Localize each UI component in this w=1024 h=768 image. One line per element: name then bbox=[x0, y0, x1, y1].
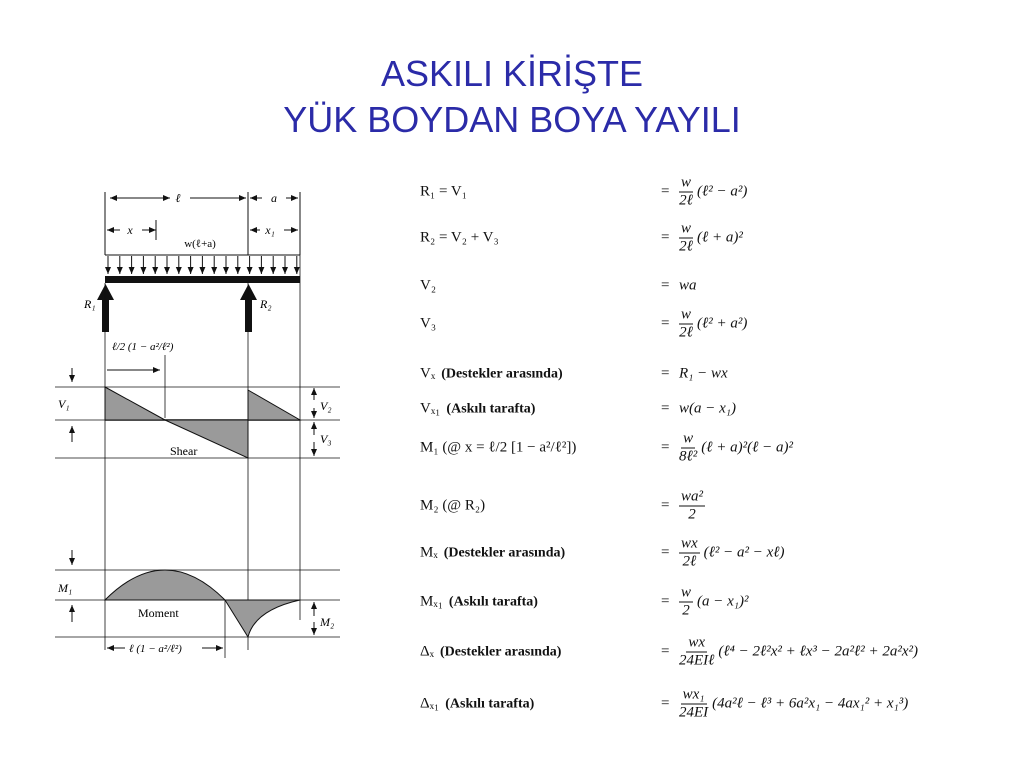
formula-rhs-expression: wa bbox=[679, 277, 697, 294]
equals-sign: = bbox=[661, 183, 670, 200]
formula-row bbox=[405, 632, 1015, 672]
formula-rhs-expression: (a − x₁)² bbox=[697, 593, 749, 610]
fraction bbox=[679, 307, 693, 342]
fraction-denominator: 2ℓ bbox=[682, 553, 697, 570]
fraction bbox=[679, 221, 693, 256]
v3-label: V₃ bbox=[320, 432, 332, 446]
fraction-numerator: w bbox=[681, 306, 692, 323]
fraction-numerator: w bbox=[681, 220, 692, 237]
formula-rhs-expression: (ℓ⁴ − 2ℓ²x² + ℓx³ − 2a²ℓ² + 2a²x²) bbox=[718, 643, 919, 660]
formula-note: (Destekler arasında) bbox=[440, 644, 562, 660]
formula-list bbox=[405, 170, 1015, 730]
formula-row bbox=[405, 218, 1015, 258]
formula-rhs-expression: (ℓ + a)²(ℓ − a)² bbox=[701, 439, 793, 456]
fraction-denominator: 2 bbox=[682, 602, 690, 619]
formula-rhs bbox=[679, 489, 709, 524]
formula-rhs-expression: R₁ − wx bbox=[679, 365, 728, 382]
beam bbox=[105, 276, 300, 283]
formula-note: (Askılı tarafta) bbox=[446, 401, 536, 417]
equals-sign: = bbox=[661, 643, 670, 660]
formula-rhs bbox=[679, 366, 728, 383]
formula-rhs bbox=[679, 536, 785, 571]
fraction-denominator: 2ℓ bbox=[679, 238, 693, 255]
fraction bbox=[679, 489, 705, 524]
formula-rhs bbox=[679, 401, 736, 418]
formula-row bbox=[405, 354, 1015, 394]
fraction-numerator: wx bbox=[681, 535, 698, 552]
formula-rhs bbox=[679, 635, 918, 670]
fraction-denominator: 2ℓ bbox=[679, 192, 693, 209]
formula-row bbox=[405, 533, 1015, 573]
fraction bbox=[679, 585, 693, 620]
support-reaction-R1 bbox=[97, 284, 114, 332]
v2-label: V₂ bbox=[320, 399, 332, 413]
formula-rhs-expression: w(a − x₁) bbox=[679, 400, 736, 417]
formula-rhs-expression: (ℓ + a)² bbox=[697, 229, 743, 246]
formula-lhs: M₁ (@ x = ℓ/2 [1 − a²/ℓ²]) bbox=[420, 439, 577, 456]
formula-rhs bbox=[679, 221, 743, 256]
formula-row bbox=[405, 304, 1015, 344]
r2-label: R₂ bbox=[260, 297, 272, 311]
slide-title-line1: ASKILI KİRİŞTE bbox=[380, 53, 644, 94]
v1-label: V₁ bbox=[58, 397, 70, 411]
fraction bbox=[679, 175, 693, 210]
formula-rhs-expression: (4a²ℓ − ℓ³ + 6a²x₁ − 4ax₁² + x₁³) bbox=[712, 695, 909, 712]
fraction-numerator: wx bbox=[688, 634, 706, 651]
x1-label: x₁ bbox=[265, 223, 275, 237]
formula-note: (Destekler arasında) bbox=[441, 366, 563, 382]
max-moment-label: ℓ (1 − a²/ℓ²) bbox=[129, 643, 182, 655]
equals-sign: = bbox=[661, 593, 670, 610]
formula-lhs: Vₓ (Destekler arasında) bbox=[420, 365, 563, 382]
support-reaction-R2 bbox=[240, 284, 257, 332]
formula-lhs: V₂ bbox=[420, 277, 437, 294]
fraction-numerator: w bbox=[681, 584, 692, 601]
formula-rhs bbox=[679, 307, 747, 342]
fraction-denominator: 8ℓ² bbox=[679, 448, 698, 465]
fraction-numerator: wa² bbox=[681, 488, 704, 505]
formula-rhs bbox=[679, 687, 908, 722]
formula-lhs: V₃ bbox=[420, 315, 437, 332]
load-label: w(ℓ+a) bbox=[184, 238, 216, 250]
formula-lhs: Δₓ (Destekler arasında) bbox=[420, 643, 562, 660]
formula-row bbox=[405, 428, 1015, 468]
formula-lhs: R₁ = V₁ bbox=[420, 183, 467, 200]
formula-rhs bbox=[679, 278, 697, 295]
r1-label: R₁ bbox=[84, 297, 96, 311]
x-label: x bbox=[127, 223, 133, 237]
formula-row bbox=[405, 486, 1015, 526]
formula-note: (Destekler arasında) bbox=[443, 545, 566, 561]
formula-rhs bbox=[679, 175, 747, 210]
zero-shear-label: ℓ/2 (1 − a²/ℓ²) bbox=[112, 341, 174, 353]
formula-rhs-expression: (ℓ² − a² − xℓ) bbox=[703, 544, 785, 561]
fraction-denominator: 2ℓ bbox=[679, 324, 693, 341]
fraction bbox=[679, 536, 700, 571]
equals-sign: = bbox=[661, 400, 670, 417]
equals-sign: = bbox=[661, 439, 670, 456]
moment-diagram bbox=[55, 550, 340, 658]
formula-lhs: R₂ = V₂ + V₃ bbox=[420, 229, 499, 246]
shear-label: Shear bbox=[170, 444, 198, 458]
formula-lhs: Vₓ₁ (Askılı tarafta) bbox=[420, 400, 536, 417]
formula-row bbox=[405, 684, 1015, 724]
fraction-denominator: 24EI bbox=[679, 704, 709, 721]
formula-lhs: M₂ (@ R₂) bbox=[420, 497, 486, 514]
fraction bbox=[679, 687, 708, 722]
equals-sign: = bbox=[661, 365, 670, 382]
slide-title-line2: YÜK BOYDAN BOYA YAYILI bbox=[283, 99, 741, 140]
fraction-numerator: w bbox=[683, 430, 694, 447]
span-label: ℓ bbox=[175, 191, 181, 205]
formula-row bbox=[405, 172, 1015, 212]
fraction-denominator: 2 bbox=[688, 506, 696, 523]
beam-diagram bbox=[50, 180, 350, 670]
formula-row bbox=[405, 389, 1015, 429]
m1-label: M₁ bbox=[58, 581, 73, 595]
equals-sign: = bbox=[661, 315, 670, 332]
fraction bbox=[679, 635, 714, 670]
formula-lhs: Mₓ₁ (Askılı tarafta) bbox=[420, 593, 538, 610]
formula-rhs-expression: (ℓ² + a²) bbox=[697, 315, 748, 332]
equals-sign: = bbox=[661, 229, 670, 246]
formula-note: (Askılı tarafta) bbox=[448, 594, 538, 610]
formula-lhs: Δₓ₁ (Askılı tarafta) bbox=[420, 695, 535, 712]
overhang-label: a bbox=[271, 191, 277, 205]
moment-label: Moment bbox=[138, 606, 179, 620]
formula-row bbox=[405, 266, 1015, 306]
equals-sign: = bbox=[661, 497, 670, 514]
equals-sign: = bbox=[661, 695, 670, 712]
formula-rhs bbox=[679, 431, 793, 466]
formula-rhs bbox=[679, 585, 749, 620]
fraction-denominator: 24EIℓ bbox=[679, 652, 715, 669]
m2-label: M₂ bbox=[320, 615, 335, 629]
equals-sign: = bbox=[661, 277, 670, 294]
fraction-numerator: wx₁ bbox=[682, 686, 705, 703]
fraction bbox=[679, 431, 697, 466]
distributed-load bbox=[105, 255, 300, 274]
formula-lhs: Mₓ (Destekler arasında) bbox=[420, 544, 566, 561]
formula-rhs-expression: (ℓ² − a²) bbox=[697, 183, 748, 200]
formula-row bbox=[405, 582, 1015, 622]
fraction-numerator: w bbox=[681, 174, 692, 191]
equals-sign: = bbox=[661, 544, 670, 561]
formula-note: (Askılı tarafta) bbox=[445, 696, 535, 712]
